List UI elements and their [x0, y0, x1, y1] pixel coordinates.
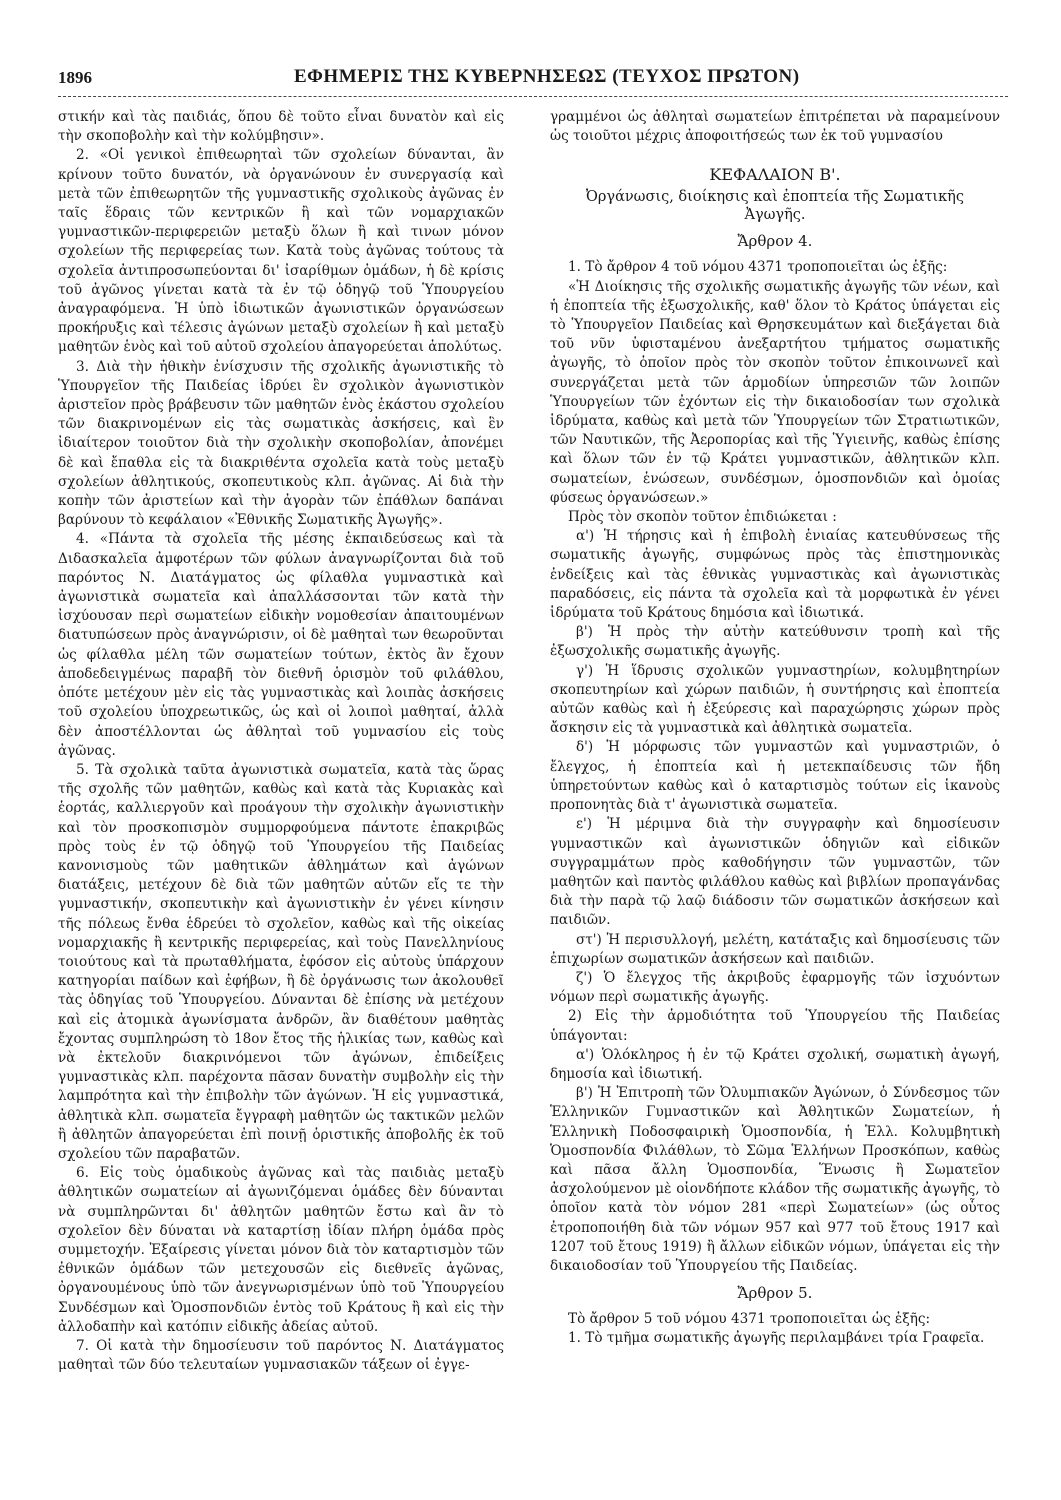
- right-column: [550, 108, 1000, 1349]
- article-4-heading: Ἄρθρον 4.: [737, 232, 813, 251]
- left-paragraph: 6. Εἰς τοὺς ὁμαδικοὺς ἀγῶνας καὶ τὰς παιδιὰς μεταξὺ ἀθλητικῶν σωματείων αἱ ἀγωνιζόμεναι ὁμάδες δὲν δύνανται νὰ συμπληρῶνται δι' ἀθλητῶν μαθητῶν ἔστω καὶ ἂν τὸ σχολεῖον δὲν δύναται νὰ καταρτίσῃ ἰδίαν πλήρη ὁμάδα πρὸς συμμετοχήν. Ἐξαίρεσις γίνεται μόνον διὰ τὸν καταρτισμὸν τῶν ἐθνικῶν ὁμάδων τῶν μετεχουσῶν εἰς διεθνεῖς ἀγῶνας, ὀργανουμένους ὑπὸ τῶν ἀνεγνωρισμένων ὑπὸ τοῦ Ὑπουργείου Συνδέσμων καὶ Ὁμοσπονδιῶν ἐντὸς τοῦ Κράτους ἢ καὶ εἰς τὴν ἀλλοδαπὴν καὶ κατόπιν εἰδικῆς ἀδείας αὐτοῦ.: [58, 1165, 504, 1335]
- article-4-paragraph-2-item: β') Ἡ Ἐπιτροπὴ τῶν Ὀλυμπιακῶν Ἀγώνων, ὁ Σύνδεσμος τῶν Ἑλληνικῶν Γυμναστικῶν καὶ Ἀθλητικῶν Σωματείων, ἡ Ἑλληνικὴ Ποδοσφαιρικὴ Ὁμοσπονδία, ἡ Ἑλλ. Κολυμβητικὴ Ὁμοσπονδία Φιλάθλων, τὸ Σῶμα Ἑλλήνων Προσκόπων, καθὼς καὶ πᾶσα ἄλλη Ὁμοσπονδία, Ἕνωσις ἢ Σωματεῖον ἀσχολούμενον μὲ οἱονδήποτε κλάδον τῆς σωματικῆς ἀγωγῆς, τὸ ὁποῖον κατὰ τὸν νόμον 281 «περὶ Σωματείων» (ὡς οὗτος ἐτροποποιήθη διὰ τῶν νόμων 957 καὶ 977 τοῦ ἔτους 1917 καὶ 1207 τοῦ ἔτους 1919) ἢ ἄλλων εἰδικῶν νόμων, ὑπάγεται εἰς τὴν δικαιοδοσίαν τοῦ Ὑπουργείου τῆς Παιδείας.: [550, 1085, 1000, 1274]
- left-paragraph: στικήν καὶ τὰς παιδιάς, ὅπου δὲ τοῦτο εἶναι δυνατὸν καὶ εἰς τὴν σκοποβολὴν καὶ τὴν κολύμβησιν».: [58, 109, 504, 145]
- journal-title: ΕΦΗΜΕΡΙΣ ΤΗΣ ΚΥΒΕΡΝΗΣΕΩΣ (ΤΕΥΧΟΣ ΠΡΩΤΟΝ): [294, 66, 800, 87]
- continuation-text: γραμμένοι ὡς ἀθληταὶ σωματείων ἐπιτρέπεται νὰ παραμείνουν ὡς τοιοῦτοι μέχρις ἀποφοιτήσεώς των ἐκ τοῦ γυμνασίου: [550, 109, 1000, 145]
- page-header: [58, 62, 1008, 97]
- article-4-item: στ') Ἡ περισυλλογή, μελέτη, κατάταξις καὶ δημοσίευσις τῶν ἐπιχωρίων σωματικῶν ἀσκήσεων καὶ παιδιῶν.: [550, 931, 1000, 967]
- article-4-paragraph-2-item: α') Ὁλόκληρος ἡ ἐν τῷ Κράτει σχολική, σωματικὴ ἀγωγή, δημοσία καὶ ἰδιωτική.: [550, 1046, 1000, 1082]
- left-paragraph: 5. Τὰ σχολικὰ ταῦτα ἀγωνιστικὰ σωματεῖα, κατὰ τὰς ὥρας τῆς σχολῆς τῶν μαθητῶν, καθὼς καὶ κατὰ τὰς Κυριακὰς καὶ ἑορτάς, καλλιεργοῦν καὶ προάγουν τὴν σχολικὴν ἀγωνιστικὴν καὶ τὸν προσκοπισμὸν συμμορφούμενα πάντοτε ἐπακριβῶς πρὸς τοὺς ἐν τῷ ὁδηγῷ τοῦ Ὑπουργείου τῆς Παιδείας κανονισμοὺς τῶν μαθητικῶν ἀθλημάτων καὶ ἀγώνων διατάξεις, μετέχουν δὲ διὰ τῶν μαθητῶν αὐτῶν εἴς τε τὴν γυμναστικήν, σκοπευτικὴν καὶ ἀγωνιστικὴν ἐν γένει κίνησιν τῆς πόλεως ἔνθα ἑδρεύει τὸ σχολεῖον, καθὼς καὶ τῆς οἰκείας νομαρχιακῆς ἢ κεντρικῆς περιφερείας, καὶ τοὺς Πανελληνίους τοιούτους καὶ τὰ πρωταθλήματα, ἐφόσον εἰς αὐτοὺς ὑπάρχουν κατηγορίαι παίδων καὶ ἐφήβων, ἢ δὲ ὀργάνωσις των ἀκολουθεῖ τὰς ὁδηγίας τοῦ Ὑπουργείου. Δύνανται δὲ ἐπίσης νὰ μετέχουν καὶ εἰς ἀτομικὰ ἀγωνίσματα ἀνδρῶν, ἂν διαθέτουν μαθητὰς ἔχοντας συμπληρώση τὸ 18ον ἔτος τῆς ἡλικίας των, καθὼς καὶ νὰ ἐκτελοῦν διακρινόμενοι τῶν ἀγώνων, ἐπιδείξεις γυμναστικὰς κλπ. παρέχοντα πᾶσαν δυνατὴν συμβολὴν εἰς τὴν λαμπρότητα καὶ τὴν ἐπιβολὴν τῶν ἀγώνων. Ἡ εἰς γυμναστικά, ἀθλητικὰ κλπ. σωματεῖα ἔγγραφὴ μαθητῶν ὡς τακτικῶν μελῶν ἢ ἀθλητῶν ἀπαγορεύεται ἐπὶ ποινῇ ὁριστικῆς ἀποβολῆς ἐκ τοῦ σχολείου τῶν παραβατῶν.: [58, 761, 504, 1162]
- article-4-paragraph: «Ἡ Διοίκησις τῆς σχολικῆς σωματικῆς ἀγωγῆς τῶν νέων, καὶ ἡ ἐποπτεία τῆς ἐξωσχολικῆς, καθ' ὅλον τὸ Κράτος ὑπάγεται εἰς τὸ Ὑπουργεῖον Παιδείας καὶ Θρησκευμάτων καὶ διεξάγεται διὰ τοῦ νῦν ὑφισταμένου ἀνεξαρτήτου τμήματος σωματικῆς ἀγωγῆς, τὸ ὁποῖον πρὸς τὸν σκοπὸν τοῦτον ἐπικοινωνεῖ καὶ συνεργάζεται μετὰ τῶν ἁρμοδίων ὑπηρεσιῶν τῶν λοιπῶν Ὑπουργείων τῶν ἐχόντων εἰς τὴν δικαιοδοσίαν των σχολικὰ ἱδρύματα, καθὼς καὶ μετὰ τῶν Ὑπουργείων τῶν Στρατιωτικῶν, τῶν Ναυτικῶν, τῆς Ἀεροπορίας καὶ τῆς Ὑγιεινῆς, καθὼς ἐπίσης καὶ ὅλων τῶν ἐν τῷ Κράτει γυμναστικῶν, ἀθλητικῶν κλπ. σωματείων, ἑνώσεων, συνδέσμων, ὁμοσπονδιῶν καὶ ὁμοίας φύσεως ὀργανώσεων.»: [550, 278, 1000, 506]
- article-5-paragraph: Τὸ ἄρθρον 5 τοῦ νόμου 4371 τροποποιεῖται ὡς ἑξῆς:: [568, 1311, 931, 1328]
- chapter-title: ΚΕΦΑΛΑΙΟΝ Β'.: [709, 165, 841, 185]
- article-4-item: ε') Ἡ μέριμνα διὰ τὴν συγγραφὴν καὶ δημοσίευσιν γυμναστικῶν καὶ ἀγωνιστικῶν ὁδηγιῶν καὶ εἰδικῶν συγγραμμάτων πρὸς καθοδήγησιν τῶν γυμναστῶν, τῶν μαθητῶν καὶ παντὸς φιλάθλου καθὼς καὶ βιβλίων προπαγάνδας διὰ τὴν παρὰ τῷ λαῷ διάδοσιν τῶν σωματικῶν ἀσκήσεων καὶ παιδιῶν.: [550, 816, 1000, 929]
- left-column: [58, 108, 504, 1375]
- article-4-item: δ') Ἡ μόρφωσις τῶν γυμναστῶν καὶ γυμναστριῶν, ὁ ἔλεγχος, ἡ ἐποπτεία καὶ ἡ μετεκπαίδευσις τῶν ἤδη ὑπηρετούντων καθὼς καὶ ὁ καταρτισμὸς τούτων εἰς ἱκανοὺς προπονητὰς διὰ τ' ἀγωνιστικὰ σωματεῖα.: [550, 739, 1000, 814]
- page-number: 1896: [58, 68, 92, 87]
- left-paragraph: 7. Οἱ κατὰ τὴν δημοσίευσιν τοῦ παρόντος Ν. Διατάγματος μαθηταὶ τῶν δύο τελευταίων γυμνασιακῶν τάξεων οἱ ἐγγε-: [58, 1338, 504, 1374]
- left-paragraph: 2. «Οἱ γενικοὶ ἐπιθεωρηταὶ τῶν σχολείων δύνανται, ἂν κρίνουν τοῦτο δυνατόν, νὰ ὀργανώνουν ἐν συνεργασίᾳ καὶ μετὰ τῶν ἐπιθεωρητῶν τῆς γυμναστικῆς σχολικοὺς ἀγῶνας ἐν ταῖς ἕδραις τῶν κεντρικῶν ἢ καὶ τῶν νομαρχιακῶν γυμναστικῶν-περιφερειῶν μεταξὺ ὅλων ἢ καὶ τινων μόνον σχολείων τῆς περιφερείας των. Κατὰ τοὺς ἀγῶνας τούτους τὰ σχολεῖα ἀντιπροσωπεύονται δι' ἰσαρίθμων ὁμάδων, ἡ δὲ κρίσις τοῦ ἀγῶνος γίνεται κατὰ τὰ ἐν τῷ ὁδηγῷ τοῦ Ὑπουργείου ἀναγραφόμενα. Ἡ ὑπὸ ἰδιωτικῶν ἀγωνιστικῶν ὀργανώσεων προκήρυξις καὶ τέλεσις ἀγώνων μεταξὺ σχολείων ἢ καὶ μεταξὺ μαθητῶν ἑνὸς καὶ τοῦ αὐτοῦ σχολείου ἀπαγορεύεται ἀπολύτως.: [58, 147, 504, 356]
- article-5-heading: Ἄρθρον 5.: [737, 1284, 813, 1303]
- article-4-item: ζ') Ὁ ἔλεγχος τῆς ἀκριβοῦς ἐφαρμογῆς τῶν ἰσχυόντων νόμων περὶ σωματικῆς ἀγωγῆς.: [550, 969, 1000, 1006]
- article-4-item: β') Ἡ πρὸς τὴν αὐτὴν κατεύθυνσιν τροπὴ καὶ τῆς ἐξωσχολικῆς σωματικῆς ἀγωγῆς.: [550, 624, 1000, 660]
- article-4-item: α') Ἡ τήρησις καὶ ἡ ἐπιβολὴ ἑνιαίας κατευθύνσεως τῆς σωματικῆς ἀγωγῆς, συμφώνως πρὸς τὰς ἐπιστημονικὰς ἐνδείξεις καὶ τὰς ἐθνικὰς γυμναστικὰς καὶ ἀγωνιστικὰς παραδόσεις, εἰς πάντα τὰ σχολεῖα καὶ τὰ μορφωτικὰ ἐν γένει ἱδρύματα τοῦ Κράτους δημόσια καὶ ἰδιωτικά.: [550, 528, 1000, 622]
- chapter-subtitle: Ὀργάνωσις, διοίκησις καὶ ἐποπτεία τῆς Σωματικῆς Ἀγωγῆς.: [586, 189, 964, 224]
- article-4-paragraph: 1. Τὸ ἄρθρον 4 τοῦ νόμου 4371 τροποποιεῖται ὡς ἑξῆς:: [568, 259, 948, 276]
- left-paragraph: 4. «Πάντα τὰ σχολεῖα τῆς μέσης ἐκπαιδεύσεως καὶ τὰ Διδασκαλεῖα ἀμφοτέρων τῶν φύλων ἀναγνωρίζονται διὰ τοῦ παρόντος Ν. Διατάγματος ὡς φίλαθλα γυμναστικὰ καὶ ἀγωνιστικὰ σωματεῖα καὶ ἀπαλλάσσονται τῶν κατὰ τὴν ἰσχύουσαν περὶ σωματείων εἰδικὴν νομοθεσίαν ἀπαιτουμένων διατυπώσεων πρὸς ἀναγνώρισιν, οἱ δὲ μαθηταὶ των θεωροῦνται ὡς φίλαθλα μέλη τῶν σωματείων τούτων, ἐκτὸς ἂν ἔχουν ἀποδεδειγμένως παραβῆ τὸν διεθνῆ ὁρισμὸν τοῦ φιλάθλου, ὁπότε μετέχουν μὲν εἰς τὰς γυμναστικὰς καὶ λοιπὰς ἀσκήσεις τοῦ σχολείου ὑποχρεωτικῶς, ὡς καὶ οἱ λοιποὶ μαθηταί, ἀλλὰ δὲν ἀποστέλλονται ὡς ἀθληταὶ τοῦ γυμνασίου εἰς τοὺς ἀγῶνας.: [58, 531, 504, 759]
- article-4-paragraph-2: 2) Εἰς τὴν ἁρμοδιότητα τοῦ Ὑπουργείου τῆς Παιδείας ὑπάγονται:: [550, 1008, 1000, 1044]
- article-4-item: γ') Ἡ ἵδρυσις σχολικῶν γυμναστηρίων, κολυμβητηρίων σκοπευτηρίων καὶ χώρων παιδιῶν, ἡ συντήρησις καὶ ἐποπτεία αὐτῶν καθὼς καὶ ἡ ἐξεύρεσις καὶ παραχώρησις χώρων πρὸς ἄσκησιν εἰς τὰ γυμναστικὰ καὶ ἀθλητικὰ σωματεῖα.: [550, 662, 1000, 737]
- left-paragraph: 3. Διὰ τὴν ἠθικὴν ἐνίσχυσιν τῆς σχολικῆς ἀγωνιστικῆς τὸ Ὑπουργεῖον τῆς Παιδείας ἱδρύει ἓν σχολικὸν ἀγωνιστικὸν ἀριστεῖον πρὸς βράβευσιν τῶν μαθητῶν ἑνὸς ἑκάστου σχολείου τῶν διακρινομένων εἰς τὰς σωματικὰς ἀσκήσεις, καὶ ἓν ἰδιαίτερον τοιοῦτον διὰ τὴν σχολικὴν σκοποβολίαν, ἀπονέμει δὲ καὶ ἔπαθλα εἰς τὰ διακριθέντα σχολεῖα κατὰ τοὺς μεταξὺ σχολείων ἀθλητικούς, σκοπευτικοὺς κλπ. ἀγῶνας. Αἱ διὰ τὴν κοπὴν τῶν ἀριστείων καὶ τὴν ἀγορὰν τῶν ἐπάθλων δαπάναι βαρύνουν τὸ κεφάλαιον «Ἐθνικῆς Σωματικῆς Ἀγωγῆς».: [58, 358, 504, 529]
- article-5-paragraph: 1. Τὸ τμῆμα σωματικῆς ἀγωγῆς περιλαμβάνει τρία Γραφεῖα.: [568, 1330, 985, 1347]
- article-4-paragraph: Πρὸς τὸν σκοπὸν τοῦτον ἐπιδιώκεται :: [568, 509, 837, 526]
